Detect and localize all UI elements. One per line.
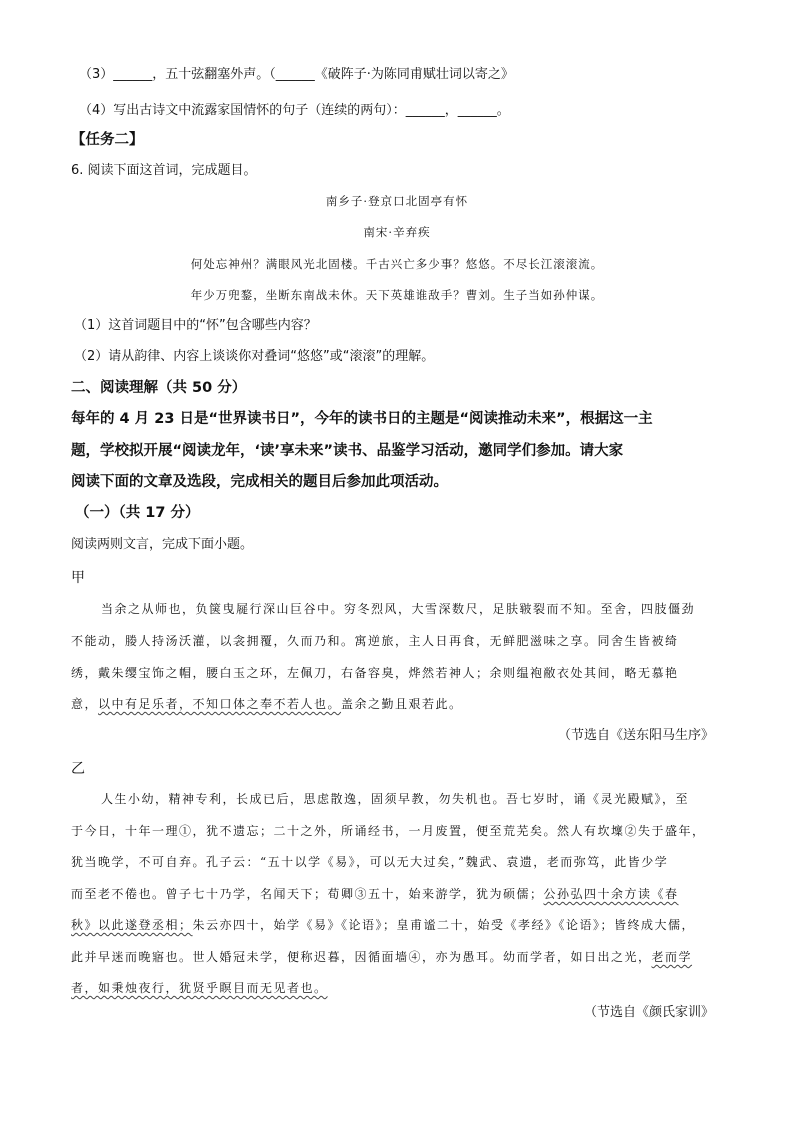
- passage-jia-text: 意，: [71, 697, 99, 711]
- passage-jia-underlined-sentence: 以中有足乐者，不知口体之奉不若人也。: [98, 697, 342, 711]
- intro-line-2: 题，学校拟开展“阅读龙年，‘读’享未来”读书、品鉴学习活动，邀同学们参加。请大家: [71, 443, 624, 459]
- passage-yi-source: （节选自《颜氏家训》: [583, 1005, 714, 1020]
- passage-yi-underlined-sentence: 秋》以此遂登丞相；: [71, 918, 193, 932]
- passage-yi-underlined-sentence: 者，如秉烛夜行，犹贤乎瞑目而无见者也。: [71, 981, 328, 995]
- part-1-heading: （一）（共 17 分）: [75, 505, 200, 521]
- passage-jia-line: 当余之从师也，负箧曳屣行深山巨谷中。穷冬烈风，大雪深数尺，足肤皲裂而不知。至舍，四肢僵劲: [101, 602, 696, 616]
- passage-yi-text: 而至老不倦也。曾子七十乃学，名闻天下；荀卿③五十，始来游学，犹为硕儒；: [71, 887, 544, 901]
- question-6-2: （2）请从韵律、内容上谈谈你对叠词“悠悠”或“滚滚”的理解。: [74, 349, 435, 364]
- passage-yi-text: 此并早迷而晚寤也。世人婚冠未学，便称迟暮，因循面墙④，亦为愚耳。幼而学者，如日出之光，: [71, 950, 652, 964]
- question-3: （3）______，五十弦翻塞外声。（______《破阵子·为陈同甫赋壮词以寄之》: [79, 67, 514, 82]
- passage-jia-text: 盖余之勤且艰若此。: [341, 697, 463, 711]
- passage-yi-underlined-sentence: 公孙弘四十余方读《春: [543, 887, 679, 901]
- section-2-heading: 二、阅读理解（共 50 分）: [71, 380, 247, 396]
- poem-author: 南宋·辛弃疾: [363, 225, 431, 239]
- passage-jia-source: （节选自《送东阳马生序》: [557, 728, 714, 743]
- question-4: （4）写出古诗文中流露家国情怀的句子（连续的两句）：______，______。: [79, 103, 510, 118]
- question-6-prompt: 6. 阅读下面这首词，完成题目。: [71, 163, 257, 178]
- part-1-instruction: 阅读两则文言，完成下面小题。: [71, 537, 254, 552]
- passage-jia-label: 甲: [71, 570, 85, 586]
- passage-yi-line-6: [71, 948, 692, 966]
- question-6-1: （1）这首词题目中的“怀”包含哪些内容？: [74, 318, 317, 333]
- passage-yi-line-5: [71, 916, 695, 934]
- passage-yi-line: 于今日，十年一理①，犹不遗忘；二十之外，所诵经书，一月废置，便至荒芜矣。然人有坎壈②失于盛年，: [71, 824, 706, 838]
- passage-yi-line: 犹当晚学，不可自弃。孔子云：“五十以学《易》，可以无大过矣，”魏武、袁遗，老而弥笃，此皆少学: [71, 855, 669, 869]
- passage-jia-line-4: [71, 695, 463, 713]
- task-2-heading: 【任务二】: [71, 132, 144, 148]
- passage-jia-line: 不能动，媵人持汤沃灌，以衾拥覆，久而乃和。寓逆旅，主人日再食，无鲜肥滋味之享。同舍生皆被绮: [71, 634, 679, 648]
- passage-yi-line: 人生小幼，精神专利，长成已后，思虑散逸，固须早教，勿失机也。吾七岁时，诵《灵光殿赋》，至: [101, 792, 690, 806]
- poem-line-2: 年少万兜鍪，坐断东南战未休。天下英雄谁敌手？曹刘。生子当如孙仲谋。: [190, 288, 604, 302]
- passage-yi-line-7: [71, 979, 328, 997]
- intro-line-1: 每年的 4 月 23 日是“世界读书日”，今年的读书日的主题是“阅读推动未来”，根据这一主: [71, 411, 653, 427]
- poem-line-1: 何处忘神州？满眼风光北固楼。千古兴亡多少事？悠悠。不尽长江滚滚流。: [190, 257, 604, 271]
- passage-yi-underlined-sentence: 老而学: [651, 950, 693, 964]
- passage-yi-line-4: [71, 885, 679, 903]
- passage-jia-line: 绣，戴朱缨宝饰之帽，腰白玉之环，左佩刀，右备容臭，烨然若神人；余则缊袍敝衣处其间，略无慕艳: [71, 666, 679, 680]
- passage-yi-text: 朱云亦四十，始学《易》《论语》；皇甫谧二十，始受《孝经》《论语》；皆终成大儒，: [192, 918, 696, 932]
- passage-yi-label: 乙: [71, 761, 85, 777]
- intro-line-3: 阅读下面的文章及选段，完成相关的题目后参加此项活动。: [71, 474, 448, 490]
- poem-title: 南乡子·登京口北固亭有怀: [325, 194, 469, 208]
